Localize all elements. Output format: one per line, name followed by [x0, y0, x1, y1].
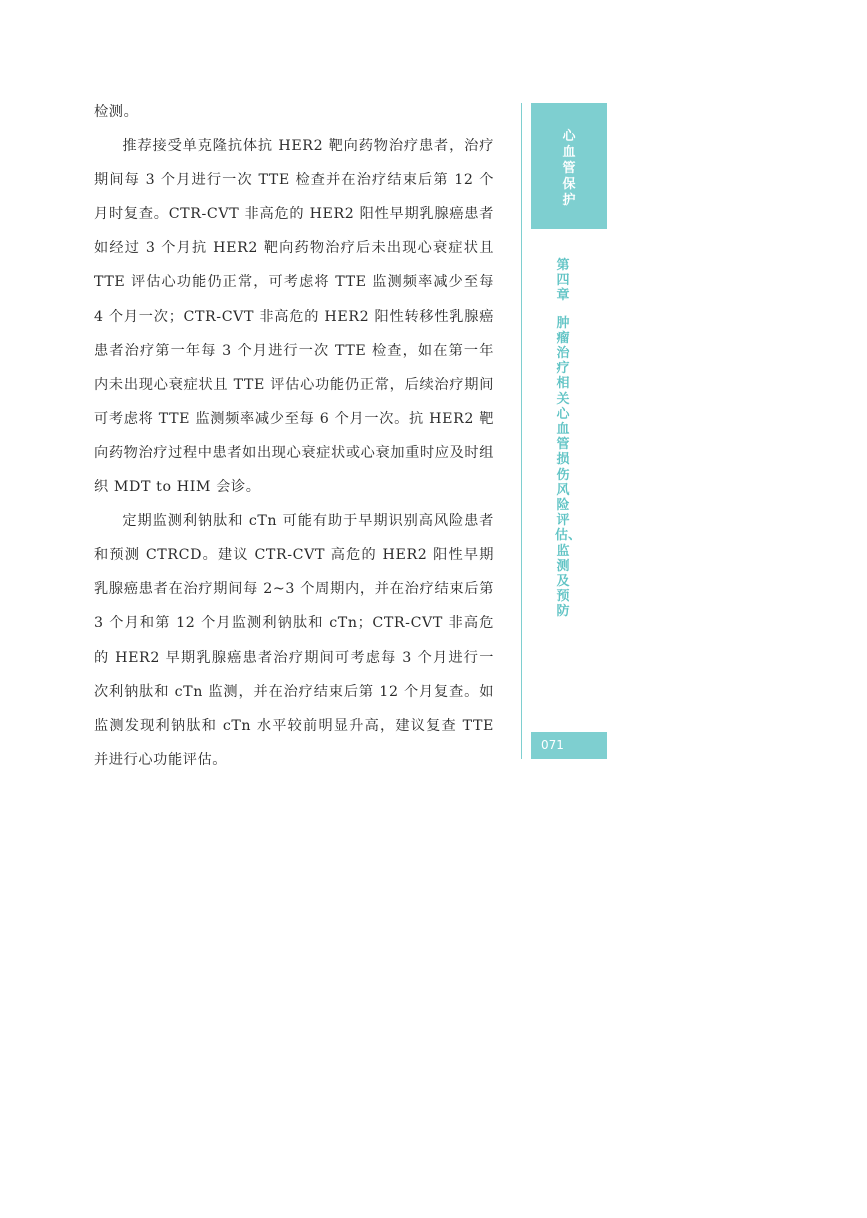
vertical-divider [521, 103, 522, 759]
section-tab [531, 103, 607, 229]
chapter-number: 第四章 [556, 258, 570, 304]
paragraph-natriuretic-peptide: 定期监测利钠肽和 cTn 可能有助于早期识别高风险患者和预测 CTRCD。建议 CTR-CVT 高危的 HER2 阳性早期乳腺癌患者在治疗期间每 2~3 个周期内，并在治疗结束后第 3 个月和第 12 个月监测利钠肽和 cTn；CTR-CVT 非高危的 HER2 早期乳腺癌患者治疗期间可考虑每 3 个月进行一次利钠肽和 cTn 监测，并在治疗结束后第 12 个月复查。如监测发现利钠肽和 cTn 水平较前明显升高，建议复查 TTE 并进行心功能评估。 [94, 513, 494, 768]
paragraph-continuation: 检测。 [94, 104, 139, 120]
section-tab-label: 心血管保护 [562, 129, 576, 208]
paragraph-tte-monitoring: 推荐接受单克隆抗体抗 HER2 靶向药物治疗患者，治疗期间每 3 个月进行一次 TTE 检查并在治疗结束后第 12 个月时复查。CTR-CVT 非高危的 HER2 阳性早期乳腺癌患者如经过 3 个月抗 HER2 靶向药物治疗后未出现心衰症状且 TTE 评估心功能仍正常，可考虑将 TTE 监测频率减少至每 4 个月一次；CTR-CVT 非高危的 HER2 阳性转移性乳腺癌患者治疗第一年每 3 个月进行一次 TTE 检查，如在第一年内未出现心衰症状且 TTE 评估心功能仍正常，后续治疗期间可考虑将 TTE 监测频率减少至每 6 个月一次。抗 HER2 靶向药物治疗过程中患者如出现心衰症状或心衰加重时应及时组织 MDT to HIM 会诊。 [94, 138, 494, 496]
chapter-name: 肿瘤治疗相关心血管损伤风险评估、监测及预防 [555, 315, 582, 620]
main-text-column [94, 95, 494, 777]
chapter-title-gap [555, 304, 571, 316]
chapter-title-vertical [555, 258, 582, 620]
page-number: 071 [531, 732, 607, 759]
